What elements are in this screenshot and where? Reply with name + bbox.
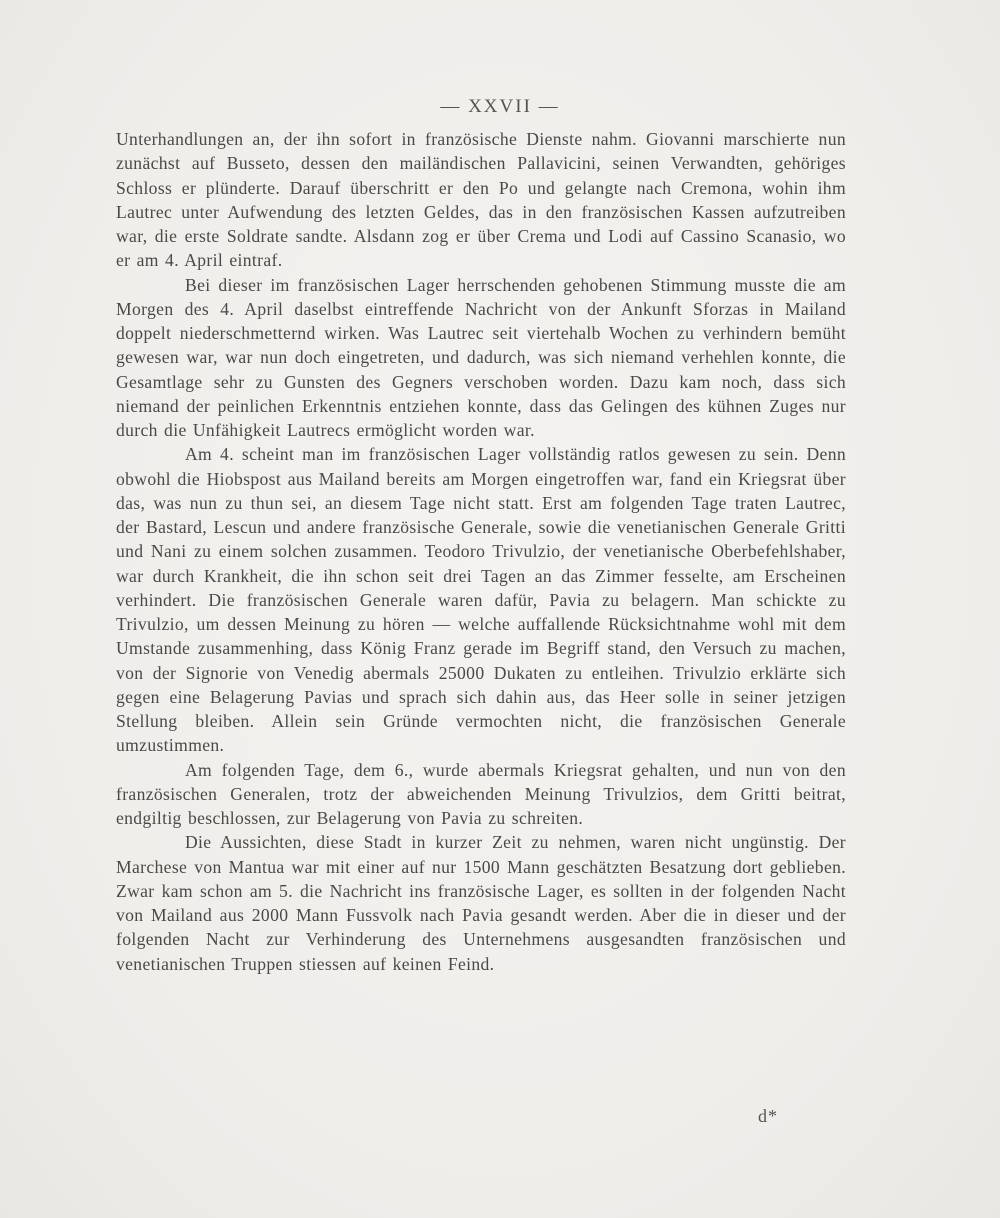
paragraph-1: Unterhandlungen an, der ihn sofort in französische Dienste nahm. Giovanni marschierte nun zunächst auf Busseto, dessen den mailändischen Pallavicini, seinen Verwandten, gehöriges Schloss er plünderte. Darauf überschritt er den Po und gelangte nach Cremona, wohin ihm Lautrec unter Aufwendung des letzten Geldes, das in den französischen Kassen aufzutreiben war, die erste Soldrate sandte. Alsdann zog er über Crema und Lodi auf Cassino Scanasio, wo er am 4. April eintraf. bbox=[116, 129, 846, 271]
body-text bbox=[116, 127, 846, 976]
paragraph-4: Am folgenden Tage, dem 6., wurde abermals Kriegsrat gehalten, und nun von den französischen Generalen, trotz der abweichenden Meinung Trivulzios, dem Gritti beitrat, endgiltig beschlossen, zur Belagerung von Pavia zu schreiten. bbox=[116, 759, 846, 828]
page-number-header: — XXVII — bbox=[440, 96, 560, 117]
paragraph-2: Bei dieser im französischen Lager herrschenden gehobenen Stimmung musste die am Morgen des 4. April daselbst eintreffende Nachricht von der Ankunft Sforzas in Mailand doppelt niederschmetternd wirken. Was Lautrec seit viertehalb Wochen zu verhindern bemüht gewesen war, war nun doch eingetreten, und dadurch, was sich niemand verhehlen konnte, die Gesamtlage sehr zu Gunsten des Gegners verschoben worden. Dazu kam noch, dass sich niemand der peinlichen Erkenntnis entziehen konnte, dass das Gelingen des kühnen Zuges nur durch die Unfähigkeit Lautrecs ermöglicht worden war. bbox=[116, 274, 846, 440]
paragraph-3: Am 4. scheint man im französischen Lager vollständig ratlos gewesen zu sein. Denn obwohl die Hiobspost aus Mailand bereits am Morgen eingetroffen war, fand ein Kriegsrat über das, was nun zu thun sei, an diesem Tage nicht statt. Erst am folgenden Tage traten Lautrec, der Bastard, Lescun und andere französische Generale, sowie die venetianischen Generale Gritti und Nani zu einem solchen zusammen. Teodoro Trivulzio, der venetianische Oberbefehlshaber, war durch Krankheit, die ihn schon seit drei Tagen an das Zimmer fesselte, am Erscheinen verhindert. Die französischen Generale waren dafür, Pavia zu belagern. Man schickte zu Trivulzio, um dessen Meinung zu hören — welche auffallende Rücksichtnahme wohl mit dem Umstande zusammenhing, dass König Franz gerade im Begriff stand, den Versuch zu machen, von der Signorie von Venedig abermals 25000 Dukaten zu entleihen. Trivulzio erklärte sich gegen eine Belagerung Pavias und sprach sich dahin aus, das Heer solle in seiner jetzigen Stellung bleiben. Allein sein Gründe vermochten nicht, die französischen Generale umzustimmen. bbox=[116, 444, 846, 756]
paragraph-5: Die Aussichten, diese Stadt in kurzer Zeit zu nehmen, waren nicht ungünstig. Der Marchese von Mantua war mit einer auf nur 1500 Mann geschätzten Besatzung dort geblieben. Zwar kam schon am 5. die Nachricht ins französische Lager, es sollten in der folgenden Nacht von Mailand aus 2000 Mann Fussvolk nach Pavia gesandt werden. Aber die in dieser und der folgenden Nacht zur Verhinderung des Unternehmens ausgesandten französischen und venetianischen Truppen stiessen auf keinen Feind. bbox=[116, 832, 846, 974]
signature-mark: d* bbox=[758, 1106, 778, 1126]
